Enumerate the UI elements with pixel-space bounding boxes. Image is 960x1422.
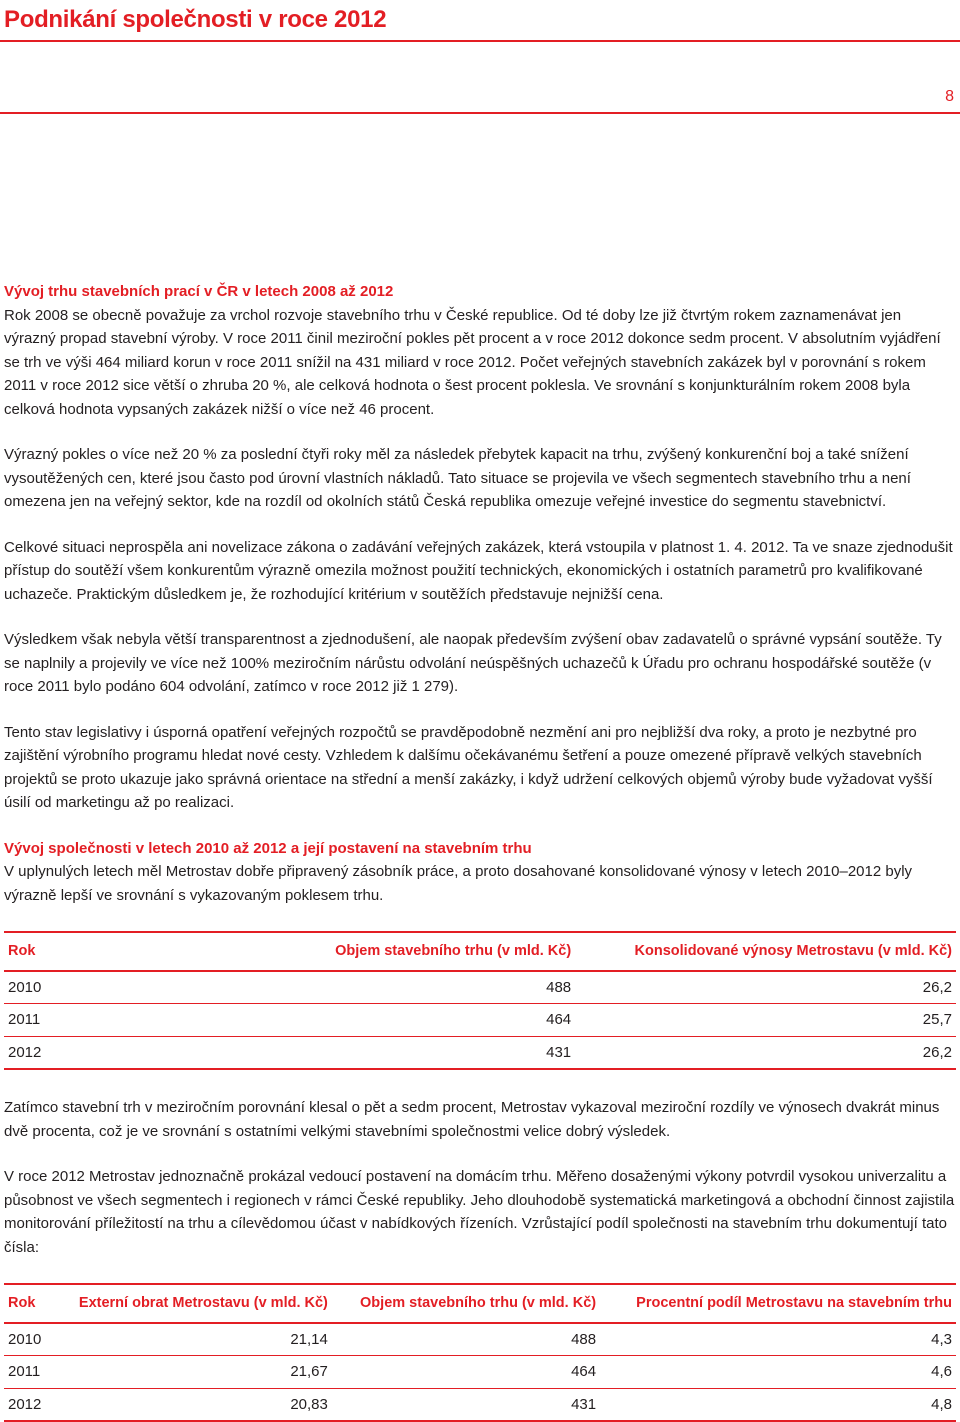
table-row xyxy=(4,971,956,1004)
column-header: Procentní podíl Metrostavu na stavebním trhu xyxy=(636,1295,952,1311)
table-cell: 488 xyxy=(571,1330,597,1348)
table-cell: 2012 xyxy=(8,1395,42,1413)
table-cell: 464 xyxy=(571,1363,597,1380)
page-number-rule xyxy=(0,112,960,114)
column-header: Rok xyxy=(8,1295,36,1311)
table-cell: 21,14 xyxy=(290,1330,328,1348)
paragraph: Rok 2008 se obecně považuje za vrchol rozvoje stavebního trhu v České republice. Od té doby lze již čtvrtým rokem zaznamenávat jen výrazný propad stavební výroby. V roce 2011 činil meziroční pokles pět procent a v roce 2012 dokonce sedm procent. V absolutním vyjádření se trh ve výši 464 miliard korun v roce 2011 snížil na 431 miliard v roce 2012. Počet veřejných stavebních zakázek byl v porovnání s rokem 2011 v roce 2012 sice větší o zhruba 20 %, ale celková hodnota o šest procent poklesla. Ve srovnání s konjunkturálním rokem 2008 byla celková hodnota vypsaných zakázek nižší o více než 46 procent. xyxy=(4,306,941,418)
column-header: Objem stavebního trhu (v mld. Kč) xyxy=(335,943,572,959)
table-cell: 431 xyxy=(546,1043,572,1061)
table-cell: 464 xyxy=(546,1011,572,1028)
section-heading-company: Vývoj společnosti v letech 2010 až 2012 a její postavení na stavebním trhu xyxy=(4,839,532,857)
table-cell: 2011 xyxy=(8,1011,41,1028)
paragraph: Zatímco stavební trh v meziročním porovnání klesal o pět a sedm procent, Metrostav vykazoval meziroční rozdíly ve výnosech dvakrát minus dvě procenta, což je ve srovnání s ostatními velkými stavebními společnostmi velice dobrý výsledek. xyxy=(4,1099,940,1140)
market-share-table xyxy=(4,1283,956,1422)
column-header: Externí obrat Metrostavu (v mld. Kč) xyxy=(78,1295,328,1311)
table-cell: 26,2 xyxy=(922,978,952,996)
section-heading-market: Vývoj trhu stavebních prací v ČR v letech 2008 až 2012 xyxy=(4,283,394,300)
table-row xyxy=(4,1356,956,1389)
table-cell: 2011 xyxy=(8,1363,41,1380)
table-row xyxy=(4,1388,956,1421)
table-cell: 488 xyxy=(546,978,572,996)
paragraph: Výrazný pokles o více než 20 % za poslední čtyři roky měl za následek přebytek kapacit na trhu, zvýšený konkurenční boj a také snížení vysoutěžených cen, které jsou často pod úrovní vlastních nákladů. Tato situace se projevila ve všech segmentech stavebního trhu a není omezena jen na veřejný sektor, kde na rozdíl od okolních států Česká republika omezuje veřejné investice do segmentu stavebnictví. xyxy=(4,446,911,510)
paragraph: Celkové situaci neprospěla ani novelizace zákona o zadávání veřejných zakázek, která vstoupila v platnost 1. 4. 2012. Ta ve snaze zjednodušit přístup do soutěží všem konkurentům výrazně omezila možnost použití technických, ekonomických i ostatních parametrů pro kvalifikované uchazeče. Praktickým důsledkem je, že rozhodující kritérium v soutěžích představuje nejnižší cena. xyxy=(4,538,953,603)
table-header-row xyxy=(4,1284,956,1323)
table-row xyxy=(4,1004,956,1037)
column-header: Objem stavebního trhu (v mld. Kč) xyxy=(360,1295,597,1311)
paragraph: Tento stav legislativy i úsporná opatření veřejných rozpočtů se pravděpodobně nezmění ani pro nejbližší dva roky, a proto je nezbytné pro zajištění výrobního programu hledat nové cesty. Vzhledem k dalšímu očekávanému šetření a pouze omezené přípravě velkých stavebních projektů se proto ukazuje jako správná orientace na střední a menší zakázky, i když udržení celkových objemů výroby bude vyžadovat vyšší úsilí od marketingu až po realizaci. xyxy=(4,723,933,811)
table-row xyxy=(4,1036,956,1069)
main-content xyxy=(4,280,956,1422)
table-cell: 2010 xyxy=(8,1330,42,1348)
table-header-row xyxy=(4,932,956,971)
page-number: 8 xyxy=(945,88,954,105)
table-cell: 21,67 xyxy=(290,1363,328,1380)
paragraph: V uplynulých letech měl Metrostav dobře připravený zásobník práce, a proto dosahované konsolidované výnosy v letech 2010–2012 byly výrazně lepší ve srovnání s vykazovaným poklesem trhu. xyxy=(4,863,913,904)
market-revenue-table xyxy=(4,931,956,1070)
table-cell: 20,83 xyxy=(290,1395,328,1413)
table-cell: 431 xyxy=(571,1395,597,1413)
column-header: Rok xyxy=(8,943,36,959)
page-title: Podnikání společnosti v roce 2012 xyxy=(4,6,387,33)
table-cell: 4,6 xyxy=(931,1363,952,1380)
table-cell: 26,2 xyxy=(922,1043,952,1061)
column-header: Konsolidované výnosy Metrostavu (v mld. Kč) xyxy=(634,943,952,959)
table-cell: 25,7 xyxy=(922,1011,952,1028)
table-cell: 4,3 xyxy=(931,1330,952,1348)
table-cell: 2010 xyxy=(8,978,42,996)
table-cell: 2012 xyxy=(8,1043,42,1061)
header-rule xyxy=(0,40,960,42)
paragraph: V roce 2012 Metrostav jednoznačně prokázal vedoucí postavení na domácím trhu. Měřeno dosaženými výkony potvrdil vysokou univerzalitu a působnost ve všech segmentech i regionech v rámci České republiky. Jeho dlouhodobě systematická marketingová a obchodní činnost zajistila monitorování příležitostí na trhu a cílevědomou účast v nabídkových řízeních. Vzrůstající podíl společnosti na stavebním trhu dokumentují tato čísla: xyxy=(4,1168,955,1256)
paragraph: Výsledkem však nebyla větší transparentnost a zjednodušení, ale naopak především zvýšení obav zadavatelů o správné vypsání soutěže. Ty se naplnily a projevily ve více než 100% meziročním nárůstu odvolání neúspěšných uchazečů k Úřadu pro ochranu hospodářské soutěže (v roce 2011 bylo podáno 604 odvolání, zatímco v roce 2012 již 1 279). xyxy=(4,631,942,695)
table-cell: 4,8 xyxy=(931,1395,952,1413)
table-row xyxy=(4,1323,956,1356)
